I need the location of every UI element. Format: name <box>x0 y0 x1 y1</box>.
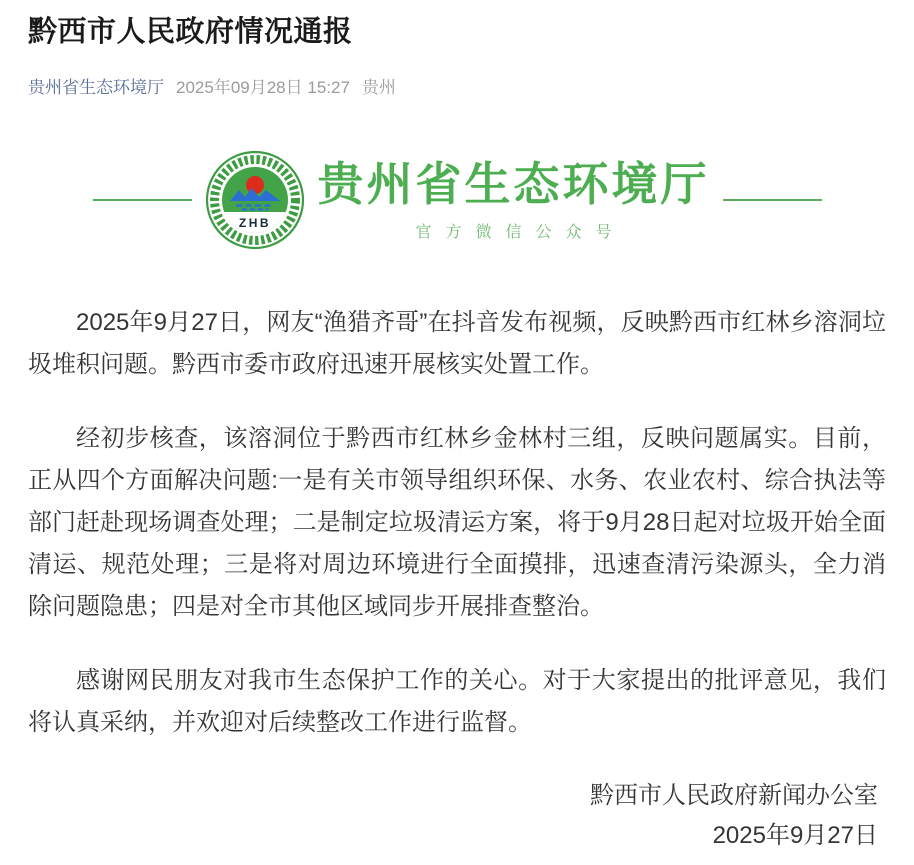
article-meta <box>28 73 886 98</box>
publish-time: 2025年09月28日 15:27 <box>176 78 350 98</box>
article-title: 黔西市人民政府情况通报 <box>28 16 353 48</box>
paragraph: 2025年9月27日，网友“渔猎齐哥”在抖音发布视频，反映黔西市红林乡溶洞垃圾堆积问题。黔西市委市政府迅速开展核实处置工作。 <box>28 309 886 379</box>
signature-block <box>28 776 886 856</box>
logo-zhb-text: ZHB <box>238 216 271 231</box>
paragraph: 感谢网民朋友对我市生态保护工作的关心。对于大家提出的批评意见，我们将认真采纳，并欢迎对后续整改工作进行监督。 <box>28 667 886 737</box>
environment-bureau-logo-icon <box>205 150 305 250</box>
account-name-link[interactable]: 贵州省生态环境厅 <box>28 78 164 98</box>
banner-subtitle: 官方微信公众号 <box>415 224 626 242</box>
paragraph: 经初步核查，该溶洞位于黔西市红林乡金林村三组，反映问题属实。目前，正从四个方面解决问题:一是有关市领导组织环保、水务、农业农村、综合执法等部门赶赴现场调查处理；二是制定垃圾清运方案，将于9月28日起对垃圾开始全面清运、规范处理；三是将对周边环境进行全面摸排，迅速查清污染源头，全力消除问题隐患；四是对全市其他区域同步开展排查整治。 <box>28 425 886 621</box>
banner-image[interactable] <box>28 144 886 256</box>
signature-org: 黔西市人民政府新闻办公室 <box>590 782 878 810</box>
article-body <box>28 302 886 744</box>
banner-text-block <box>318 159 710 243</box>
publish-location: 贵州 <box>361 78 396 98</box>
banner-left-rule <box>93 199 192 201</box>
signature-date: 2025年9月27日 <box>712 822 878 850</box>
banner-title: 贵州省生态环境厅 <box>317 157 710 210</box>
banner-right-rule <box>723 199 822 201</box>
